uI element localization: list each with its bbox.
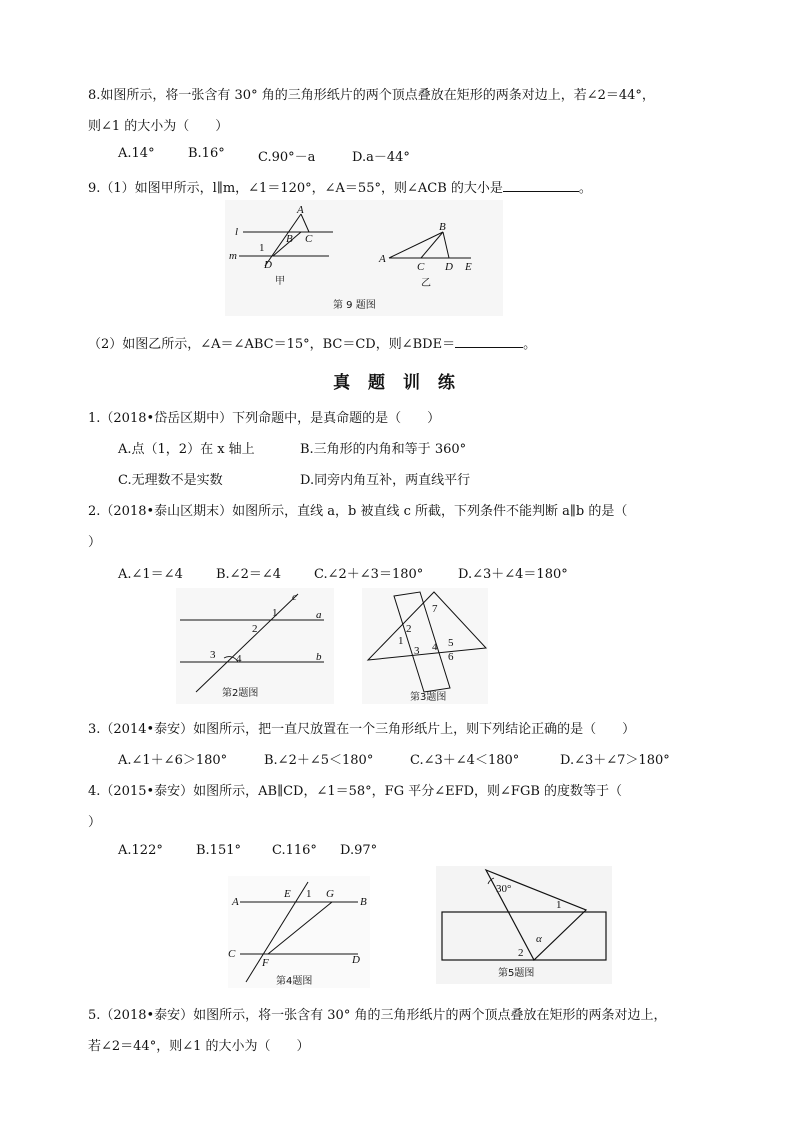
q8-option-b: B.16° — [188, 146, 225, 161]
answer-blank — [455, 335, 523, 348]
label-1: 1 — [259, 242, 265, 254]
label-g: G — [326, 888, 334, 900]
figure-caption: 第3题图 — [410, 692, 447, 703]
q8-option-d: D.a－44° — [352, 150, 410, 165]
q9-line1-end: 。 — [578, 181, 592, 196]
label-3: 3 — [414, 645, 420, 657]
t2-option-b: B.∠2＝∠4 — [216, 567, 282, 582]
t4-option-a: A.122° — [118, 843, 163, 858]
t4-option-d: D.97° — [340, 843, 378, 858]
label-a2: A — [379, 253, 386, 265]
figure-caption: 第2题图 — [222, 688, 259, 699]
label-d: D — [264, 259, 272, 271]
t3-option-c: C.∠3＋∠4＜180° — [410, 753, 520, 768]
t2-stem-line2: ） — [88, 535, 102, 550]
t4-option-b: B.151° — [196, 843, 241, 858]
label-1: 1 — [398, 635, 404, 647]
label-yi: 乙 — [421, 278, 431, 289]
label-a: a — [316, 609, 322, 621]
t2-option-d: D.∠3＋∠4＝180° — [458, 567, 568, 582]
label-b: B — [286, 233, 293, 245]
t5-line2: 若∠2＝44°，则∠1 的大小为（ ） — [88, 1039, 310, 1054]
label-6: 6 — [448, 651, 454, 663]
label-l: l — [235, 226, 239, 238]
label-2: 2 — [252, 623, 258, 635]
t2-stem-line1: 2.（2018•泰山区期末）如图所示，直线 a，b 被直线 c 所截，下列条件不能判断 a∥b 的是（ — [88, 504, 628, 519]
figure-q9 — [225, 200, 503, 316]
label-4: 4 — [432, 641, 438, 653]
label-b: B — [360, 896, 367, 908]
label-c2: C — [417, 261, 425, 273]
label-7: 7 — [432, 603, 438, 615]
label-alpha: α — [536, 933, 542, 945]
label-a: A — [297, 204, 304, 216]
figure-caption: 第 9 题图 — [333, 300, 376, 311]
q9-line2-text: （2）如图乙所示，∠A＝∠ABC＝15°，BC＝CD，则∠BDE＝ — [88, 337, 456, 352]
t2-option-a: A.∠1＝∠4 — [118, 567, 183, 582]
label-1: 1 — [272, 607, 278, 619]
q9-line2 — [88, 333, 536, 352]
figure-t2 — [176, 588, 334, 704]
label-2: 2 — [406, 623, 412, 635]
q8-option-a: A.14° — [118, 146, 155, 161]
label-1: 1 — [306, 888, 312, 900]
q8-line2: 则∠1 的大小为（ ） — [88, 119, 229, 134]
label-e2: E — [465, 261, 472, 273]
label-jia: 甲 — [275, 276, 285, 287]
t3-option-a: A.∠1＋∠6＞180° — [118, 753, 228, 768]
label-2: 2 — [518, 947, 524, 959]
t4-option-c: C.116° — [272, 843, 317, 858]
figure-t3 — [362, 588, 488, 704]
t1-option-b: B.三角形的内角和等于 360° — [300, 442, 467, 457]
q9-line2-end: 。 — [523, 337, 537, 352]
t5-line1: 5.（2018•泰安）如图所示，将一张含有 30° 角的三角形纸片的两个顶点叠放在矩形的两条对边上， — [88, 1008, 667, 1023]
t3-stem: 3.（2014•泰安）如图所示，把一直尺放置在一个三角形纸片上，则下列结论正确的是（ ） — [88, 722, 636, 737]
answer-blank — [503, 179, 579, 192]
figure-t5 — [436, 866, 612, 984]
t4-stem-line1: 4.（2015•泰安）如图所示，AB∥CD，∠1＝58°，FG 平分∠EFD，则∠FGB 的度数等于（ — [88, 784, 623, 799]
t1-option-a: A.点（1，2）在 x 轴上 — [118, 442, 255, 457]
t1-option-c: C.无理数不是实数 — [118, 473, 223, 488]
figure-caption: 第5题图 — [498, 968, 535, 979]
t1-option-d: D.同旁内角互补，两直线平行 — [300, 473, 471, 488]
section-title: 真 题 训 练 — [333, 373, 461, 393]
figure-t4 — [228, 876, 370, 988]
label-d2: D — [445, 261, 453, 273]
figure-caption: 第4题图 — [276, 976, 313, 987]
t1-stem: 1.（2018•岱岳区期中）下列命题中，是真命题的是（ ） — [88, 411, 441, 426]
t4-stem-line2: ） — [88, 815, 102, 830]
t3-option-b: B.∠2＋∠5＜180° — [264, 753, 374, 768]
q8-option-c: C.90°－a — [258, 150, 316, 165]
label-a: A — [232, 896, 239, 908]
label-30deg: 30° — [496, 883, 512, 895]
label-5: 5 — [448, 637, 454, 649]
label-c: c — [292, 591, 297, 603]
label-c: C — [305, 233, 313, 245]
q9-line1-text: 9.（1）如图甲所示，l∥m，∠1＝120°，∠A＝55°，则∠ACB 的大小是 — [88, 181, 503, 196]
t3-option-d: D.∠3＋∠7＞180° — [560, 753, 670, 768]
q8-line1: 8.如图所示，将一张含有 30° 角的三角形纸片的两个顶点叠放在矩形的两条对边上，若∠2＝44°， — [88, 88, 655, 103]
label-4: 4 — [236, 653, 242, 665]
label-b2: B — [439, 221, 446, 233]
label-3: 3 — [210, 649, 216, 661]
label-b: b — [316, 651, 322, 663]
t2-option-c: C.∠2＋∠3＝180° — [314, 567, 424, 582]
label-m: m — [229, 250, 237, 262]
label-c: C — [228, 948, 236, 960]
label-f: F — [262, 957, 269, 969]
label-1: 1 — [556, 899, 562, 911]
q9-line1 — [88, 177, 592, 196]
label-d: D — [352, 954, 360, 966]
label-e: E — [284, 888, 291, 900]
